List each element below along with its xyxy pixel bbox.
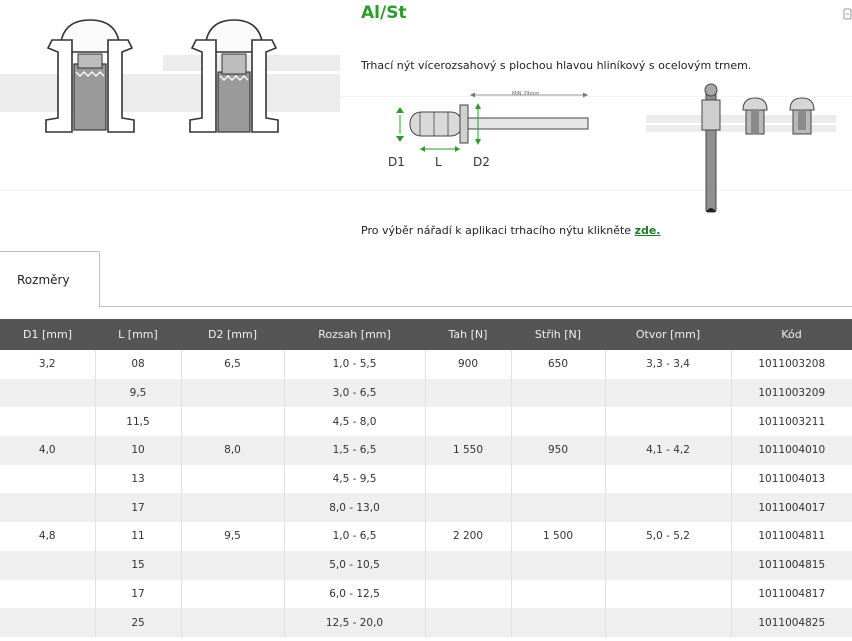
cell-rozsah: 1,0 - 6,5 [284, 522, 425, 551]
cell-strih [511, 407, 605, 436]
cell-rozsah: 1,5 - 6,5 [284, 436, 425, 465]
column-header-d1: D1 [mm] [0, 319, 95, 350]
rivet-cross-section-illustration [0, 0, 350, 150]
cell-d2: 6,5 [181, 350, 284, 379]
cell-rozsah: 5,0 - 10,5 [284, 551, 425, 580]
cell-strih [511, 580, 605, 609]
cell-otvor [605, 551, 731, 580]
column-header-strih: Střih [N] [511, 319, 605, 350]
table-row [0, 493, 852, 522]
cell-kod: 1011004815 [731, 551, 852, 580]
cell-l: 17 [95, 580, 181, 609]
corner-icon[interactable] [843, 8, 852, 20]
column-header-rozsah: Rozsah [mm] [284, 319, 425, 350]
cell-tah [425, 551, 511, 580]
cell-d2 [181, 379, 284, 408]
cell-d2 [181, 407, 284, 436]
cell-d1: 4,8 [0, 522, 95, 551]
column-header-l: L [mm] [95, 319, 181, 350]
tab-divider [100, 306, 852, 307]
cell-tah [425, 580, 511, 609]
cell-d2 [181, 465, 284, 494]
table-row [0, 350, 852, 379]
cell-tah: 900 [425, 350, 511, 379]
tab-rozmery[interactable] [0, 251, 100, 307]
label-d1: D1 [388, 155, 405, 169]
cell-strih [511, 379, 605, 408]
cell-l: 9,5 [95, 379, 181, 408]
product-description: Trhací nýt vícerozsahový s plochou hlavou hliníkový s ocelovým trnem. [361, 59, 752, 72]
cell-strih [511, 608, 605, 637]
cell-kod: 1011004010 [731, 436, 852, 465]
rivet-diagram-drawing [380, 85, 605, 175]
cell-rozsah: 4,5 - 8,0 [284, 407, 425, 436]
cell-rozsah: 1,0 - 5,5 [284, 350, 425, 379]
cell-kod: 1011004013 [758, 473, 826, 486]
cell-kod: 1011004825 [731, 608, 852, 637]
cell-d2: 8,0 [181, 436, 284, 465]
table-header-row [0, 319, 852, 350]
cell-kod: 1011003209 [731, 379, 852, 408]
cell-strih [511, 551, 605, 580]
cell-l: 25 [95, 608, 181, 637]
cell-l: 13 [95, 465, 181, 494]
table-row [0, 436, 852, 465]
rivet-dimension-diagram [380, 85, 605, 175]
cell-strih: 950 [511, 436, 605, 465]
table-row [0, 379, 852, 408]
cell-d1 [0, 465, 95, 494]
cell-tah: 2 200 [425, 522, 511, 551]
tool-note-text: Pro výběr nářadí k aplikaci trhacího nýtu klikněte [361, 224, 635, 237]
tool-selection-note [361, 224, 660, 237]
cell-strih [511, 493, 605, 522]
column-header-otvor: Otvor [mm] [605, 319, 731, 350]
cell-strih: 650 [511, 350, 605, 379]
cell-otvor [605, 608, 731, 637]
table-row [0, 407, 852, 436]
column-header-d2: D2 [mm] [181, 319, 284, 350]
tab-rozmery-label: Rozměry [17, 272, 70, 287]
label-d2: D2 [473, 155, 490, 169]
cell-otvor: 5,0 - 5,2 [605, 522, 731, 551]
cell-d1 [0, 580, 95, 609]
cell-tah [425, 608, 511, 637]
table-row [0, 522, 852, 551]
cell-strih: 1 500 [511, 522, 605, 551]
cell-d2 [181, 580, 284, 609]
cell-d2 [181, 608, 284, 637]
table-row [0, 551, 852, 580]
cell-l: 10 [95, 436, 181, 465]
cell-kod: 1011003211 [758, 415, 826, 428]
table-row [0, 465, 852, 494]
cell-l: 15 [95, 551, 181, 580]
cell-rozsah: 12,5 - 20,0 [284, 608, 425, 637]
column-header-kod: Kód [731, 319, 852, 350]
tool-link-here[interactable]: zde. [634, 224, 661, 237]
cell-otvor [605, 465, 731, 494]
table-row [0, 580, 852, 609]
cell-otvor [605, 580, 731, 609]
cell-kod: 1011004811 [758, 530, 826, 543]
cell-otvor [605, 493, 731, 522]
cell-d2 [181, 551, 284, 580]
cell-tah: 1 550 [425, 436, 511, 465]
cell-d1 [0, 608, 95, 637]
product-title: Al/St [361, 3, 407, 23]
cell-d1 [0, 493, 95, 522]
cell-rozsah: 8,0 - 13,0 [284, 493, 425, 522]
cell-tah [425, 493, 511, 522]
label-min-length: MIN 29mm [512, 91, 540, 97]
cell-rozsah: 6,0 - 12,5 [284, 580, 425, 609]
cell-d2: 9,5 [181, 522, 284, 551]
cell-tah [425, 465, 511, 494]
cell-tah [425, 379, 511, 408]
cell-otvor [605, 379, 731, 408]
cell-d1: 3,2 [0, 350, 95, 379]
cell-l: 11,5 [95, 407, 181, 436]
cell-otvor [605, 407, 731, 436]
column-header-tah: Tah [N] [425, 319, 511, 350]
cell-l: 08 [95, 350, 181, 379]
cell-d1 [0, 407, 95, 436]
cell-d2 [181, 493, 284, 522]
cell-d1 [0, 379, 95, 408]
cell-otvor: 4,1 - 4,2 [605, 436, 731, 465]
cell-kod: 1011003208 [758, 358, 826, 371]
cell-l: 11 [95, 522, 181, 551]
cell-kod: 1011004817 [758, 587, 826, 600]
cell-tah [425, 407, 511, 436]
cell-d1 [0, 551, 95, 580]
cell-rozsah: 4,5 - 9,5 [284, 465, 425, 494]
label-l: L [435, 155, 442, 169]
cell-rozsah: 3,0 - 6,5 [284, 379, 425, 408]
cell-strih [511, 465, 605, 494]
cell-d1: 4,0 [0, 436, 95, 465]
table-row [0, 608, 852, 637]
rivet-application-illustration [640, 80, 840, 215]
cell-kod: 1011004017 [731, 493, 852, 522]
dimensions-table [0, 319, 852, 637]
cell-l: 17 [95, 493, 181, 522]
cell-otvor: 3,3 - 3,4 [605, 350, 731, 379]
